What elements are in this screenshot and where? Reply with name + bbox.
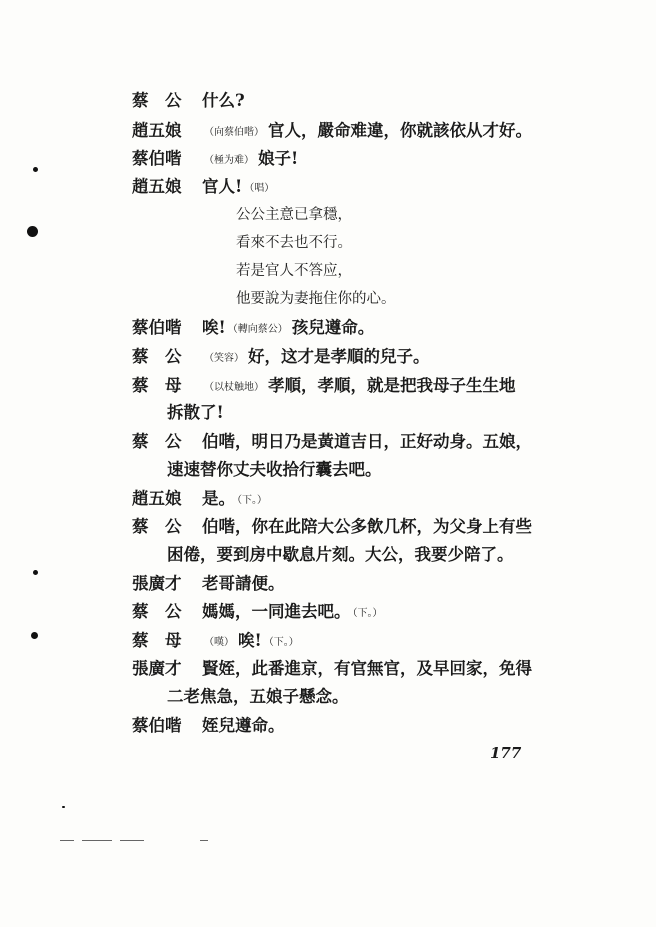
- stage-direction: （下。）: [352, 608, 383, 619]
- dialogue-text: 伯喈，你在此陪大公多飲几杯，为父身上有些: [202, 517, 532, 536]
- speaker-name: 趙五娘: [132, 489, 182, 508]
- dialogue-line: [132, 602, 387, 624]
- dialogue-line: [132, 659, 532, 679]
- margin-dot: [33, 570, 38, 575]
- speaker-name: 張廣才: [132, 574, 182, 593]
- dialogue-line: [132, 517, 532, 537]
- page-number: 177: [490, 744, 522, 762]
- stage-direction: （轉向蔡公）: [227, 324, 288, 335]
- dialogue-line: [132, 177, 278, 199]
- dialogue-line: [132, 716, 285, 736]
- speaker-name: 蔡 公: [132, 432, 182, 451]
- scan-speck: [62, 806, 65, 808]
- stage-direction: （向蔡伯喈）: [204, 127, 264, 138]
- dialogue-text: 好，这才是孝順的兒子。: [248, 347, 430, 366]
- dialogue-text: 官人!: [202, 177, 243, 196]
- stage-direction: （嘆）: [204, 637, 234, 648]
- scan-specks: [60, 838, 230, 844]
- dialogue-line: [132, 91, 245, 111]
- continuation-line: 二老焦急，五娘子懸念。: [167, 687, 349, 706]
- stage-direction: （下。）: [237, 495, 267, 506]
- dialogue-text: 媽媽，一同進去吧。: [202, 602, 351, 621]
- speaker-name: 蔡 母: [132, 376, 182, 395]
- dialogue-line: [132, 574, 285, 594]
- speaker-name: 蔡伯喈: [132, 318, 182, 337]
- verse-line: 公公主意已拿穩，: [236, 207, 352, 223]
- dialogue-text: 什么?: [202, 91, 245, 110]
- verse-line: 若是官人不答应，: [236, 263, 352, 279]
- dialogue-line: [132, 347, 430, 369]
- speaker-name: 張廣才: [132, 659, 182, 678]
- dialogue-text: 姪兒遵命。: [202, 716, 285, 735]
- dialogue-line: [132, 149, 298, 171]
- dialogue-text: 唉!: [238, 631, 262, 650]
- dialogue-text: 是。: [202, 489, 235, 508]
- speaker-name: 蔡伯喈: [132, 149, 182, 168]
- stage-direction: （唱）: [244, 183, 275, 194]
- dialogue-line: [132, 376, 516, 398]
- verse-line: 看來不去也不行。: [236, 235, 352, 251]
- dialogue-text: 伯喈，明日乃是黃道吉日，正好动身。五娘，: [202, 432, 532, 451]
- speaker-name: 蔡 公: [132, 347, 182, 366]
- stage-direction: （笑容）: [204, 353, 244, 364]
- stage-direction: （極为难）: [204, 155, 254, 166]
- dialogue-text: 官人，嚴命难違，你就該依从才好。: [268, 121, 532, 140]
- verse-line: 他要說为妻拖住你的心。: [236, 291, 396, 307]
- speaker-name: 趙五娘: [132, 121, 182, 140]
- dialogue-line: [132, 631, 303, 653]
- dialogue-text: 唉!: [202, 318, 226, 337]
- continuation-line: 速速替你丈夫收拾行囊去吧。: [167, 460, 382, 479]
- dialogue-text: 孝順，孝順，就是把我母子生生地: [268, 376, 516, 395]
- margin-dot: [31, 632, 38, 639]
- continuation-line: 困倦，要到房中歇息片刻。大公，我要少陪了。: [167, 545, 514, 564]
- speaker-name: 蔡 公: [132, 91, 182, 110]
- dialogue-line: [132, 489, 271, 511]
- speaker-name: 蔡 公: [132, 517, 182, 536]
- speaker-name: 蔡 公: [132, 602, 182, 621]
- continuation-line: 拆散了!: [167, 403, 224, 422]
- speaker-name: 蔡伯喈: [132, 716, 182, 735]
- dialogue-text: 老哥請便。: [202, 574, 285, 593]
- dialogue-line: [132, 121, 532, 143]
- speaker-name: 蔡 母: [132, 631, 182, 650]
- dialogue-text: 賢姪，此番進京，有官無官，及早回家，免得: [202, 659, 532, 678]
- dialogue-text: 娘子!: [258, 149, 299, 168]
- dialogue-text: 孩兒遵命。: [291, 318, 375, 337]
- margin-dot: [27, 226, 38, 237]
- dialogue-line: [132, 432, 532, 452]
- stage-direction: （下。）: [263, 637, 299, 648]
- stage-direction: （以杖触地）: [204, 382, 264, 393]
- dialogue-line: [132, 318, 374, 340]
- margin-dot: [33, 167, 38, 172]
- speaker-name: 趙五娘: [132, 177, 182, 196]
